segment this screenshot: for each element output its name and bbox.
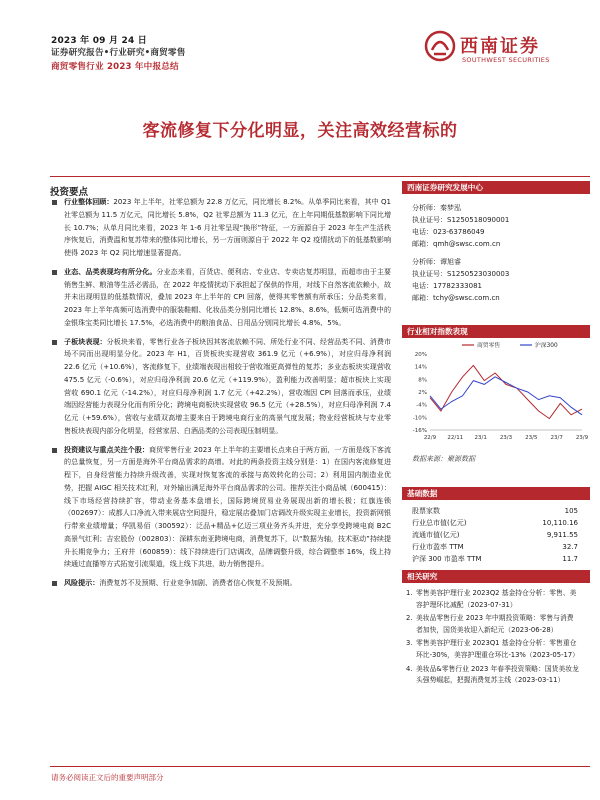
bullet-square-icon [52,448,57,453]
footer-disclaimer: 请务必阅读正文后的重要声明部分 [51,773,164,782]
chart-source: 数据来源：聚源数据 [412,455,475,463]
related-research-item[interactable] [402,664,590,687]
paragraph-head: 业态、品类表现均有所分化。 [64,266,157,276]
paragraph-investment-advice [51,444,391,572]
x-tick-label: 22/11 [447,435,464,441]
analyst-phone: 电话：023-63786049 [412,228,485,236]
related-research-item[interactable] [402,588,590,611]
paragraph-industry-review [51,196,391,260]
paragraph-format-category [51,266,391,330]
paragraph-risk [51,577,391,590]
research-center-heading: 西南证券研究发展中心 [402,181,590,194]
paragraph-body: 2023 年上半年，社零总额为 22.8 万亿元，同比增长 8.2%。从单季同比来看，其中 Q1 社零总额为 11.5 万亿元，同比增长 5.8%，Q2 社零总额为 11.3 亿元，在上年同期低基数影响下同比增长 10.7%；从单月同比来看，2023 年 1-6 月社零呈现“换形”特征，一方面源自于 2023 年生产生活秩序恢复后，消费温和复苏带来的整体同比增长，另一方面则源自于 2022 年 Q2 疫情扰动下的低基数影响使得 2023 年 Q2 同比增速显著提高。 [64,197,391,257]
paragraph-head: 风险提示： [64,578,100,587]
title-divider [50,176,590,177]
analyst-license: 执业证号：S1250518090001 [412,216,510,224]
paragraph-head: 行业整体回顾： [64,197,114,206]
item-text: 美妆品&零售行业 2023 年春季投资策略：国货美妆龙头强势崛起，把握消费复苏主线（2023-03-11） [416,664,579,685]
data-label: 行业总市值(亿元) [412,519,467,527]
data-row [402,505,590,517]
footer-divider [50,766,590,767]
paragraph-body: 商贸零售行业 2023 年上半年的主要增长点来自于两方面，一方面是线下客流的总量恢复，另一方面是海外平台商品需求的高增。对此的两条投资主线分别是：1）在国内客流修复进程下，自身经营能力持续升级改善，实现对恢复客流的承接与高效转化的公司；2）利用国内制造业优势，把握 AIGC 相关技术红利，对外输出满足海外平台商品需求的公司。推荐关注小商品城（600415）：线下市场经营持续扩容，带动业务基本盘增长，国际跨境贸易业务展现出新的增长极；红旗连锁（002697）：成都人口净流入带来展店空间提升，稳定展店叠加门店调改升级实现主业增长，投资新网银行带来业绩增量；华凯易佰（300592）：泛品+精品+亿迈三项业务齐头并进，充分享受跨境电商 B2C 高景气红利；吉宏股份（002803）：深耕东南亚跨境电商，消费复苏下，以“数据为轴，技术驱动”持续提升长期竞争力；王府井（600859）：线下持续进行门店调改，品牌调整升级，综合调整率 16%，线上持续通过直播等方式拓宽引流渠道，线上线下共进，助力销售提升。 [64,444,392,569]
item-number: 4. [406,664,413,673]
x-tick-label: 22/9 [423,435,437,441]
y-tick-label: -10% [412,415,427,422]
analyst-license: 执业证号：S1250523030003 [412,270,510,278]
paragraph-head: 投资建议与重点关注个股： [64,444,149,454]
industry-title: 商贸零售行业 2023 年中报总结 [51,62,179,72]
data-label: 流通市值(亿元) [412,531,460,539]
x-tick-label: 23/1 [474,435,487,441]
related-research-list [402,588,590,687]
page-title: 客流修复下分化明显，关注高效经营标的 [142,121,458,141]
bullet-square-icon [52,340,57,345]
paragraph-subsector [51,336,391,438]
bullet-square-icon [52,270,57,275]
report-type: 证券研究报告•行业研究•商贸零售 [51,48,186,58]
paragraph-head: 子板块表现： [64,336,107,346]
analyst-card [402,202,590,250]
y-tick-label: -16% [412,428,427,434]
y-tick-label: 20% [414,352,427,358]
item-text: 零售美容护理行业 2023Q2 基金持仓分析：零售、美容护理环比减配（2023-07-31） [416,589,577,609]
brand-logo [422,28,582,72]
related-research-item[interactable] [402,613,590,636]
basic-data-panel [402,487,590,565]
brand-name-en: SOUTHWEST SECURITIES [462,56,550,64]
data-value: 32.7 [562,543,578,551]
analyst-email[interactable]: 邮箱：tchy@swsc.com.cn [412,294,500,302]
item-text: 美妆品零售行业 2023 年中期投资策略：零售与消费者加快，国货美妆迎入新纪元（2023-06-28） [416,614,574,634]
analyst-name: 分析师：秦梦泓 [412,204,461,212]
data-value: 11.7 [562,555,578,563]
related-research-item[interactable] [402,638,590,661]
related-research-heading: 相关研究 [402,570,590,583]
series-line-2 [430,377,582,415]
y-tick-label: 14% [414,364,427,371]
report-date: 2023 年 09 月 24 日 [51,36,147,46]
x-tick-label: 23/5 [525,435,538,441]
item-number: 3. [406,639,413,648]
data-label: 股票家数 [412,507,440,515]
series-line-1 [430,365,582,418]
analyst-card [402,256,590,304]
bullet-square-icon [52,200,57,205]
basic-data-table [402,505,590,565]
y-tick-label: 2% [418,390,427,396]
data-value: 105 [564,507,578,515]
legend-label: 商贸零售 [477,343,501,349]
y-tick-label: -4% [416,402,427,409]
research-center [402,181,590,304]
x-tick-label: 23/9 [575,435,589,441]
y-tick-label: 8% [418,377,427,384]
item-text: 零售美容护理行业 2023Q1 基金持仓分析：零售重仓环比-30%，美容护理重仓环比-13%（2023-05-17） [416,639,579,659]
data-value: 10,110.16 [542,519,578,527]
x-tick-label: 23/7 [550,435,563,441]
item-number: 2. [406,614,413,623]
paragraph-body: 分板块来看，零售行业各子板块因其客流依赖不同、所处行业不同、经营品类不同、消费市场不同而出现明显分化。2023 年 H1，百货板块实现营收 361.9 亿元（+6.9%），对应归母净利润 22.6 亿元（+10.6%），客流修复下，业绩端表现出相较于营收端更高弹性的复苏；多业态板块实现营收 475.5 亿元（-0.6%），对应归母净利润 20.6 亿元（+119.9%），盈利能力改善明显；超市板块上实现营收 690.1 亿元（-14.2%），对应归母净利润 1.7 亿元（+42.2%），营收端因 CPI 回落而承压，业绩端因经营能力表现分化而有所分化；跨境电商板块实现营收 96.5 亿元（+28.5%），对应归母净利润 7.4 亿元（+59.6%），营收与业绩双高增主要来自于跨境电商行业的高景气度发展；物业经营板块与专业零售板块表现内部分化明显，经营家居、白酒品类的公司表现压制明显。 [64,336,391,435]
legend-label: 沪深300 [535,343,558,349]
analyst-name: 分析师：谭旭睿 [412,258,461,266]
item-number: 1. [406,589,413,597]
index-chart-panel [402,325,590,464]
data-row [402,541,590,553]
relative-index-chart [402,338,590,448]
bullet-square-icon [52,581,57,586]
related-research-panel [402,570,590,689]
analyst-email[interactable]: 邮箱：qmh@swsc.com.cn [412,240,501,248]
investment-heading: 投资要点 [50,187,89,198]
analyst-phone: 电话：17782333081 [412,282,482,290]
data-row [402,529,590,541]
data-label: 行业市盈率 TTM [412,543,464,551]
data-row [402,553,590,565]
x-tick-label: 23/3 [499,435,513,441]
main-column [51,196,391,596]
brand-name: 西南证券 [460,36,540,57]
paragraph-body: 分业态来看，百货店、便利店、专业店、专卖店复苏明显，而超市由于主要销售生鲜、粮油等生活必需品，在 2022 年疫情扰动下承担起了保供的作用，对线下自然客流依赖小，故并未出现明显的低基数情况，叠加 2023 年上半年的 CPI 回落，使得其零售额有所承压；分品类来看，2023 年上半年高频可选消费中的服装鞋帽、化妆品类分别同比增长 12.8%、8.6%，低频可选消费中的金银珠宝类同比增长 17.5%，必选消费中的粮油食品、日用品分别同比增长 4.8%、5%。 [64,266,391,327]
data-value: 9,911.55 [546,531,578,539]
paragraph-body: 消费复苏不及预期、行业竞争加剧、消费者信心恢复不及预期。 [99,578,297,587]
basic-data-heading: 基础数据 [402,487,590,500]
chart-heading: 行业相对指数表现 [402,325,590,338]
data-label: 沪深 300 市盈率 TTM [412,555,482,563]
data-row [402,517,590,529]
